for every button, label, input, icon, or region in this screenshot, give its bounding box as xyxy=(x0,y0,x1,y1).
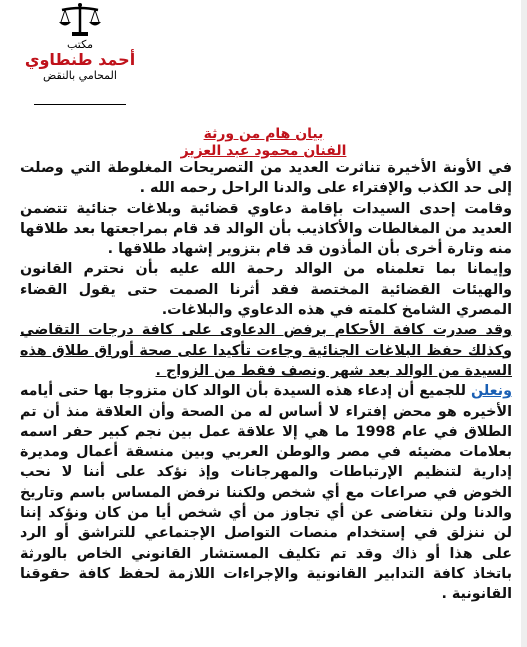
paragraph-5-lead: ونعلن xyxy=(470,383,512,400)
statement-heading xyxy=(0,126,527,160)
heading-line-2: الفنان محمود عبد العزيز xyxy=(180,143,347,159)
paragraph-5 xyxy=(20,381,512,604)
paragraph-2: وقامت إحدى السيدات بإقامة دعاوي قضائية وبلاغات جنائية تتضمن العديد من المغالطات والأكاذيب بأن الوالد قد قام بمراجعتها بعد طلاقها منه وتارة أخرى بأن المأذون قد قام بتزوير إشهاد طلاقها . xyxy=(20,200,512,258)
heading-line-1: بيان هام من ورثة xyxy=(203,126,324,142)
paragraph-4: وقد صدرت كافة الأحكام برفض الدعاوى على كافة درجات التقاضي وكذلك حفظ البلاغات الجنائية وجاءت تأكيدا على صحة أوراق طلاق هذه السيدة من الوالد بعد شهر ونصف فقط من الزواج . xyxy=(20,322,512,379)
scales-of-justice-icon xyxy=(58,2,102,38)
statement-body xyxy=(20,158,512,605)
paragraph-1: في الأونة الأخيرة تناثرت العديد من التصريحات المغلوطة التي وصلت إلى حد الكذب والإفتراء على والدنا الراحل رحمه الله . xyxy=(20,160,512,197)
lawyer-title: المحامي بالنقض xyxy=(43,69,117,82)
paragraph-3: وإيمانا بما تعلمناه من الوالد رحمة الله عليه بأن نحترم القانون والهيئات القضائية المختصة فقد أثرنا الصمت حتى يقول القضاء المصري الشامخ كلمته في هذه الدعاوي والبلاغات. xyxy=(20,261,512,319)
paragraph-5-text: للجميع أن إدعاء هذه السيدة بأن الوالد كان متزوجا بها حتى أيامه الأخيره هو محض إفتراء لا أساس له من الصحة وأن العلاقة منذ أن تم الطلاق في عام 1998 ما هي إلا علاقة عمل بين نجم كبير حفر اسمه بعلامات مضيئه في مصر والوطن العربي وبين منسقة أعمال ومديرة إدارية لتنظيم الإرتباطات والمهرجانات وإذ نؤكد على أننا لا نحب الخوض في صراعات مع أي شخص ولكننا نرفض المساس باسم وتاريخ والدنا ولن نتغاضى عن أي تجاوز من أي شخص أيا من كان ونؤكد إننا لن ننزلق في إستخدام منصات التواصل الإجتماعي للتراشق أو الرد على هذا أو ذاك وقد تم تكليف المستشار القانوني الخاص بالورثة باتخاذ كافة التدابير القانونية والإجراءات اللازمة لحفظ كافة حقوقنا القانونية . xyxy=(20,383,512,603)
page-edge xyxy=(521,0,527,647)
office-label: مكتب xyxy=(66,38,94,51)
lawyer-name: أحمد طنطاوي xyxy=(24,50,136,69)
header-divider xyxy=(34,104,126,105)
letterhead xyxy=(0,0,160,83)
